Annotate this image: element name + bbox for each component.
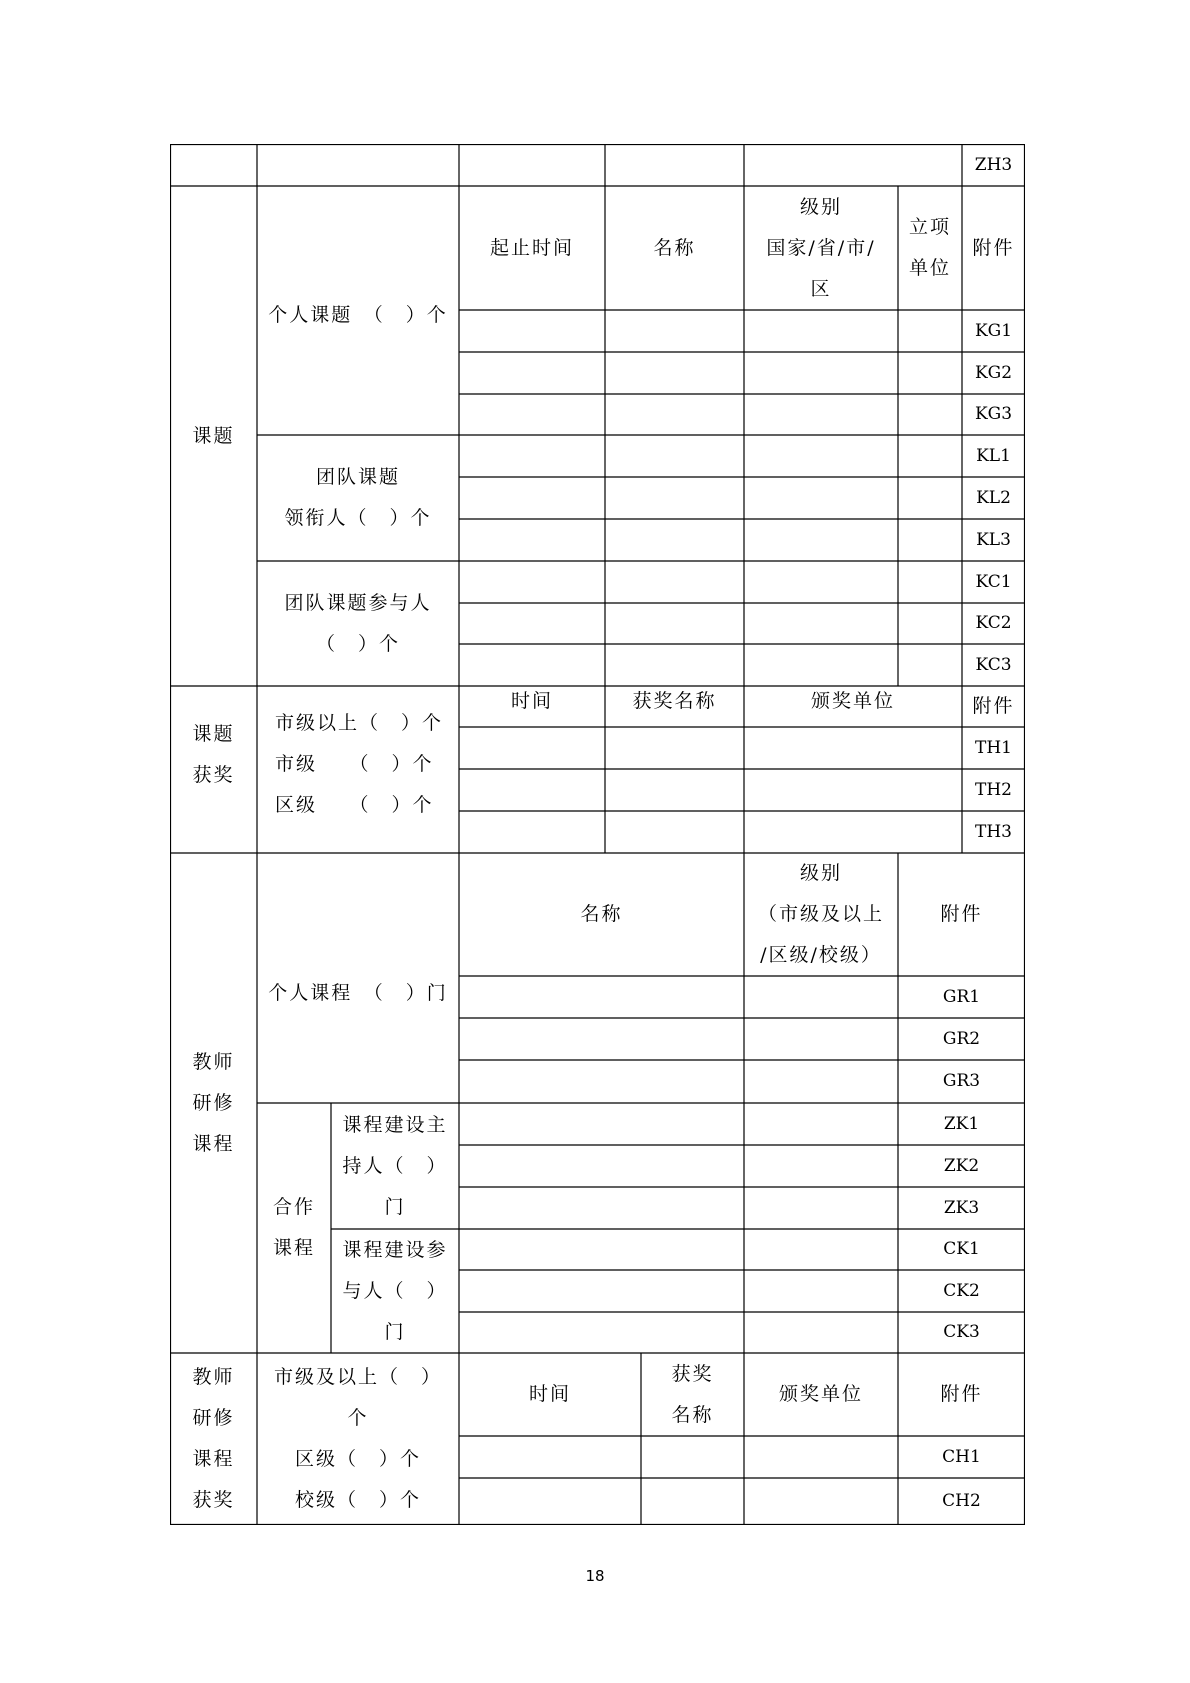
- header-attachment: 附件: [972, 695, 1015, 717]
- header-time: 时间: [528, 1383, 571, 1405]
- attachment-code: KL1: [976, 445, 1011, 466]
- attachment-code: TH2: [975, 779, 1012, 800]
- section-label-topics: 课题: [192, 424, 235, 447]
- attachment-code: KG2: [974, 362, 1013, 383]
- header-attachment: 附件: [940, 1383, 983, 1405]
- attachment-code: CK1: [943, 1239, 980, 1259]
- header-period: 起止时间: [489, 236, 574, 259]
- section-label-courses: 教师 研修 课程: [192, 1050, 235, 1155]
- header-issuer: 颁奖单位: [778, 1383, 863, 1405]
- attachment-code: ZK3: [943, 1197, 980, 1218]
- team-leader-topics-label: 团队课题 领衔人（ ）个: [284, 466, 432, 529]
- course-participant-label: 课程建设参 与人（ ） 门: [342, 1238, 448, 1343]
- header-attachment: 附件: [940, 903, 983, 925]
- header-award-name: 获奖名称: [632, 690, 717, 712]
- attachment-code: GR3: [942, 1071, 981, 1091]
- attachment-code: KL2: [976, 487, 1011, 508]
- personal-topics-label: 个人课题 （ ）个: [268, 304, 448, 326]
- attachment-code: CK3: [943, 1322, 980, 1342]
- section-label-course-awards: 教师 研修 课程 获奖: [192, 1366, 235, 1511]
- attachment-code: KC3: [975, 654, 1012, 675]
- header-name: 名称: [653, 236, 696, 259]
- attachment-code: ZK1: [943, 1113, 980, 1134]
- header-level: 级别 （市级及以上 /区级/校级）: [757, 862, 884, 966]
- header-issuer: 颁奖单位: [810, 690, 895, 712]
- attachment-code: KC2: [975, 613, 1012, 633]
- attachment-code: GR2: [942, 1028, 981, 1049]
- attachment-code: KG1: [974, 320, 1013, 341]
- header-time: 时间: [510, 690, 553, 712]
- attachment-code: ZK2: [943, 1155, 980, 1176]
- attachment-code: TH3: [975, 821, 1012, 842]
- attachment-code: GR1: [942, 986, 981, 1007]
- header-attachment: 附件: [972, 236, 1015, 259]
- attachment-code: KC1: [975, 571, 1012, 592]
- section-label-topic-awards: 课题 获奖: [192, 722, 235, 786]
- attachment-code: CH1: [942, 1446, 981, 1467]
- attachment-code: TH1: [975, 737, 1012, 758]
- attachment-code: ZH3: [974, 154, 1013, 175]
- personal-courses-label: 个人课程 （ ）门: [268, 981, 448, 1004]
- header-name: 名称: [580, 903, 623, 925]
- team-member-topics-label: 团队课题参与人 （ ）个: [284, 591, 432, 655]
- topic-award-levels: 市级以上（ ）个 市级 （ ）个 区级 （ ）个: [275, 712, 444, 816]
- attachment-code: CK2: [943, 1280, 980, 1301]
- course-award-levels: 市级及以上（ ） 个 区级（ ）个 校级（ ）个: [273, 1366, 442, 1511]
- header-award-name: 获奖 名称: [671, 1362, 714, 1426]
- course-host-label: 课程建设主 持人（ ） 门: [342, 1113, 448, 1218]
- form-table: [170, 144, 1025, 1525]
- page-number: 18: [585, 1567, 605, 1585]
- header-unit: 立项 单位: [908, 216, 951, 279]
- attachment-code: KL3: [976, 529, 1011, 550]
- header-level: 级别 国家/省/市/ 区: [766, 195, 876, 300]
- attachment-code: CH2: [942, 1491, 981, 1511]
- cooperative-courses-label: 合作 课程: [272, 1196, 315, 1259]
- attachment-code: KG3: [974, 404, 1013, 424]
